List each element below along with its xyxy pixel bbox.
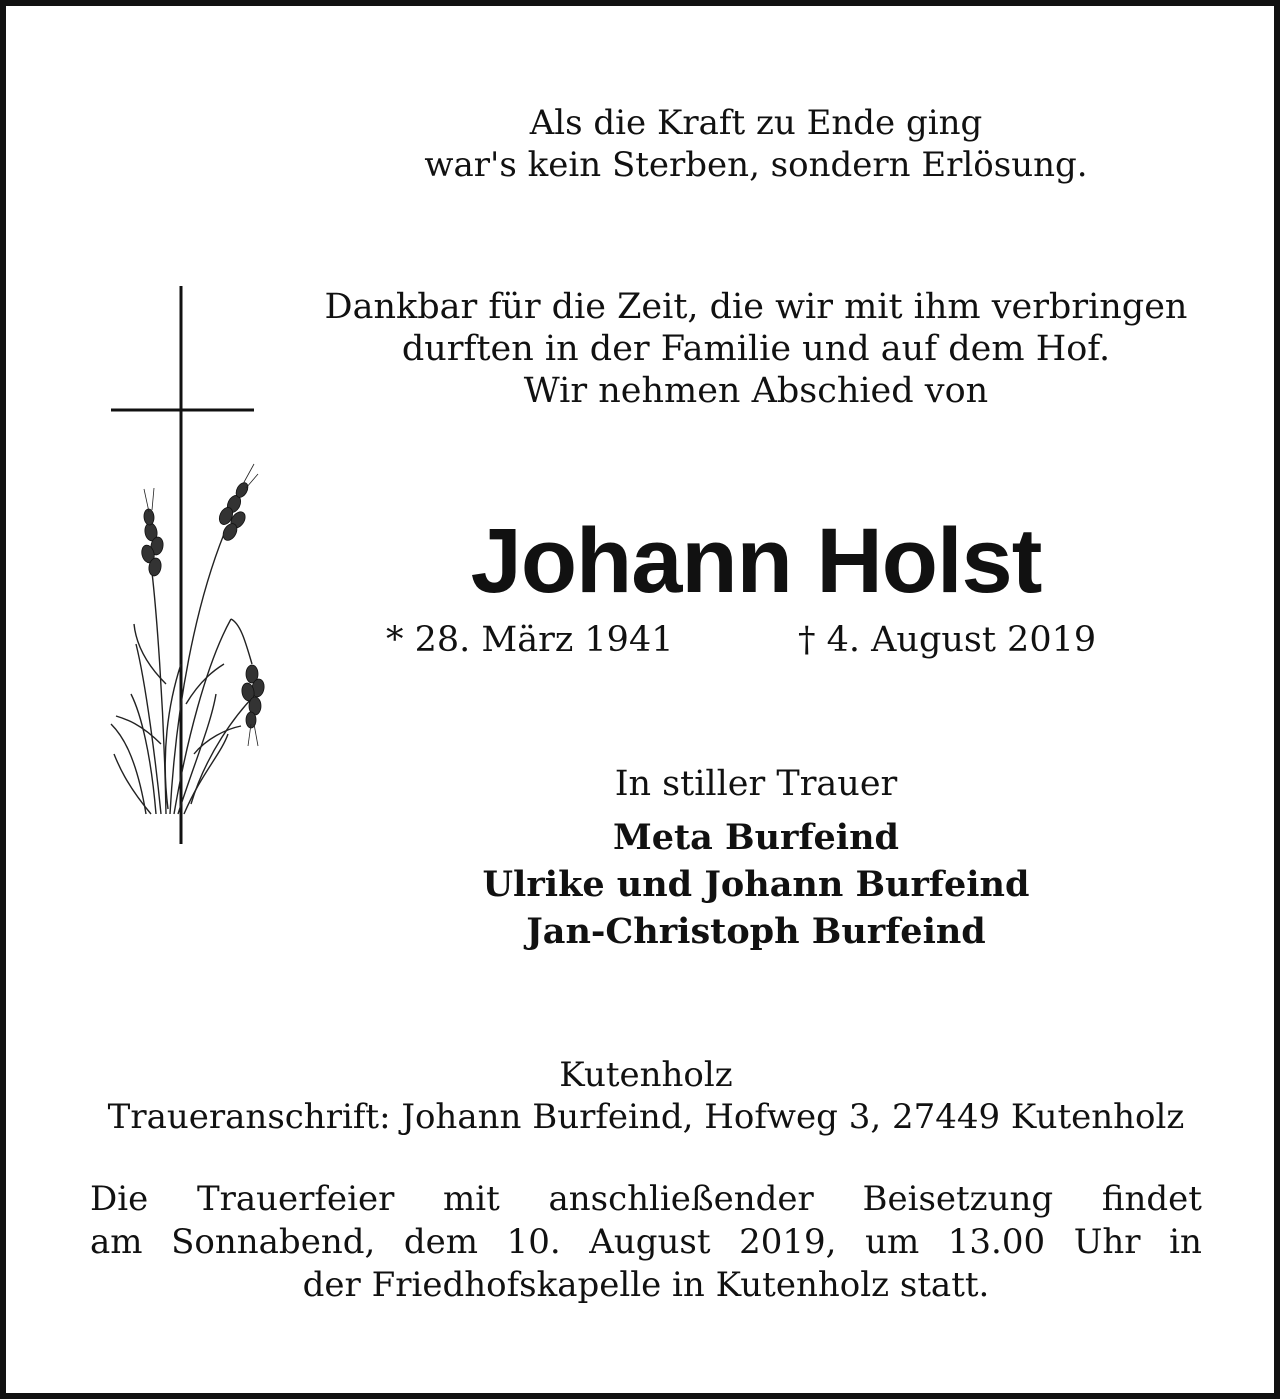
word: 2019,	[739, 1222, 837, 1262]
cross-with-wheat-icon	[106, 284, 266, 854]
word: Sonnabend,	[171, 1222, 376, 1262]
word: anschließender	[548, 1179, 814, 1219]
mourner-name: Ulrike und Johann Burfeind	[482, 864, 1030, 905]
ceremony-line-1	[90, 1178, 1202, 1221]
word: Uhr	[1073, 1222, 1141, 1262]
word: Die	[90, 1179, 149, 1219]
mourner-name: Meta Burfeind	[612, 817, 900, 858]
death-date: † 4. August 2019	[798, 620, 1097, 660]
ceremony-notice	[90, 1178, 1202, 1307]
word: findet	[1101, 1179, 1202, 1219]
birth-date: * 28. März 1941	[386, 620, 674, 660]
wheat-icon	[111, 534, 256, 814]
word: dem	[403, 1222, 479, 1262]
word: Trauerfeier	[196, 1179, 395, 1219]
mourner-name: Jan-Christoph Burfeind	[526, 911, 986, 952]
intro-line-1: Dankbar für die Zeit, die wir mit ihm verbringen	[324, 287, 1188, 327]
intro-line-3: Wir nehmen Abschied von	[523, 371, 989, 411]
word: August	[589, 1222, 711, 1262]
word: 13.00	[947, 1222, 1046, 1262]
mourning-heading: In stiller Trauer	[614, 764, 898, 804]
motto-line-2: war's kein Sterben, sondern Erlösung.	[424, 145, 1088, 185]
ceremony-line-2	[90, 1221, 1202, 1264]
deceased-name: Johann Holst	[470, 510, 1042, 612]
word: in	[1169, 1222, 1202, 1262]
word: um	[865, 1222, 920, 1262]
ceremony-line-3: der Friedhofskapelle in Kutenholz statt.	[302, 1265, 990, 1305]
word: Beisetzung	[862, 1179, 1054, 1219]
word: 10.	[506, 1222, 561, 1262]
word: am	[90, 1222, 143, 1262]
motto-line-1: Als die Kraft zu Ende ging	[529, 103, 983, 143]
intro-line-2: durften in der Familie und auf dem Hof.	[401, 329, 1111, 369]
mourning-address: Traueranschrift: Johann Burfeind, Hofweg 3, 27449 Kutenholz	[107, 1097, 1185, 1137]
town: Kutenholz	[559, 1055, 733, 1095]
word: mit	[443, 1179, 500, 1219]
